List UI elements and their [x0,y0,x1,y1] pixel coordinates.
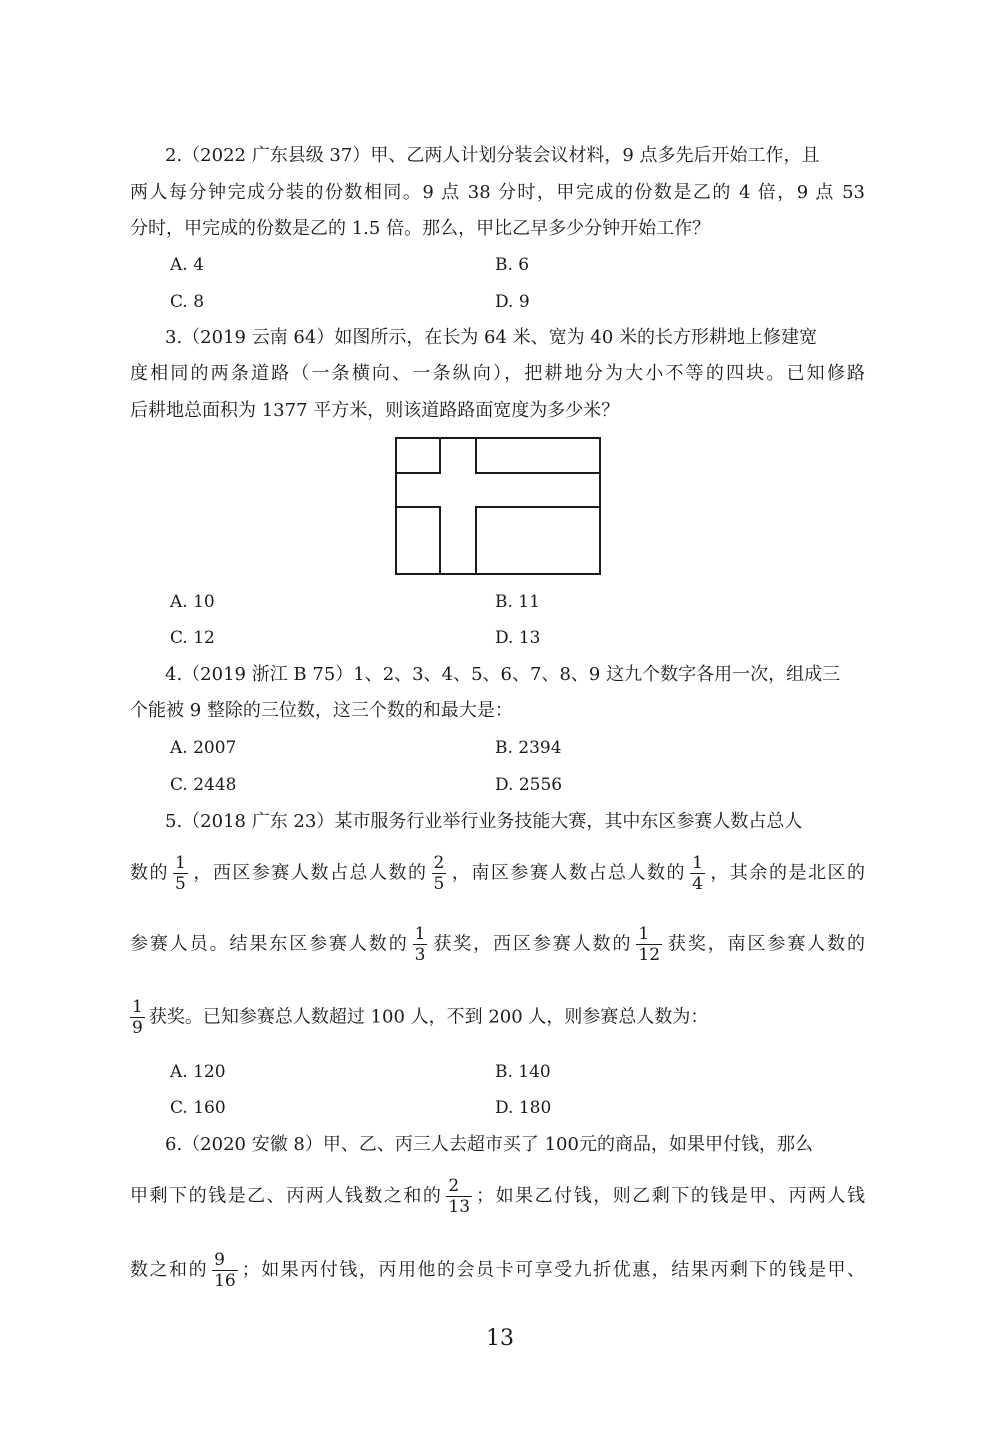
q5-line-3 [130,924,865,965]
q5-line-1: 5.（2018 广东 23）某市服务行业举行业务技能大赛，其中东区参赛人数占总人 [165,811,803,832]
q2-option-c: C. 8 [170,292,205,312]
text: ，南区参赛人数占总人数的 [450,862,687,884]
fraction [446,1176,472,1217]
denominator: 5 [433,874,445,894]
fraction [690,853,705,894]
q4-line-2: 个能被 9 整除的三位数，这三个数的和最大是： [130,700,513,721]
q2-option-a: A. 4 [170,255,204,275]
text: ，西区参赛人数占总人数的 [191,862,428,884]
q2-option-b: B. 6 [495,255,530,275]
text: 数的 [130,862,170,884]
text: 参赛人员。结果东区参赛人数的 [130,933,409,955]
numerator: 1 [692,853,703,873]
text: 甲剩下的钱是乙、丙两人钱数之和的 [130,1185,443,1207]
q5-line-4 [130,997,865,1038]
q6-line-2 [130,1176,865,1217]
q5-option-a: A. 120 [170,1062,226,1082]
q2-line-3: 分时，甲完成的份数是乙的 1.5 倍。那么，甲比乙早多少分钟开始工作？ [130,218,711,239]
denominator: 4 [692,874,703,894]
denominator: 3 [414,945,426,965]
q3-option-a: A. 10 [170,592,215,612]
denominator: 12 [638,945,661,965]
q5-option-d: D. 180 [495,1098,552,1118]
q6-line-3 [130,1250,865,1291]
numerator: 2 [433,853,445,873]
q4-line-1: 4.（2019 浙江 B 75）1、2、3、4、5、6、7、8、9 这九个数字各用一次，组成三 [165,664,841,685]
fraction [173,853,188,894]
fraction [130,997,145,1038]
fraction [413,924,428,965]
denominator: 5 [175,874,186,894]
q2-line-1: 2.（2022 广东县级 37）甲、乙两人计划分装会议材料，9 点多先后开始工作，且 [165,145,820,166]
text: 获奖。已知参赛总人数超过 100 人，不到 200 人，则参赛总人数为： [148,1006,709,1028]
fraction [636,924,662,965]
numerator: 1 [175,853,186,873]
text: 数之和的 [130,1259,209,1281]
q3-line-2: 度相同的两条道路（一条横向、一条纵向），把耕地分为大小不等的四块。已知修路 [130,363,865,384]
q5-option-c: C. 160 [170,1098,226,1118]
text: ；如果乙付钱，则乙剩下的钱是甲、丙两人钱 [476,1185,866,1207]
text: 获奖，南区参赛人数的 [666,933,866,955]
denominator: 9 [132,1018,143,1038]
text: ；如果丙付钱，丙用他的会员卡可享受九折优惠，结果丙剩下的钱是甲、 [241,1259,866,1281]
fraction [212,1250,238,1291]
q2-line-2: 两人每分钟完成分装的份数相同。9 点 38 分时，甲完成的份数是乙的 4 倍，9 点 53 [130,182,865,203]
denominator: 13 [448,1197,471,1217]
q4-option-b: B. 2394 [495,738,562,758]
numerator: 9 [212,1250,238,1271]
numerator: 1 [414,924,426,944]
q6-line-1: 6.（2020 安徽 8）甲、乙、丙三人去超市买了 100元的商品，如果甲付钱，那么 [165,1134,813,1155]
q3-option-b: B. 11 [495,592,540,612]
q4-option-d: D. 2556 [495,775,563,795]
q3-line-3: 后耕地总面积为 1377 平方米，则该道路路面宽度为多少米？ [130,400,620,421]
denominator: 16 [214,1271,236,1291]
fraction [432,853,447,894]
q2-option-d: D. 9 [495,292,530,312]
q4-option-c: C. 2448 [170,775,237,795]
numerator: 2 [446,1176,472,1197]
text: ，其余的是北区的 [708,862,866,884]
q4-option-a: A. 2007 [170,738,237,758]
q3-option-c: C. 12 [170,628,215,648]
text: 获奖，西区参赛人数的 [431,933,633,955]
numerator: 1 [636,924,662,945]
q5-option-b: B. 140 [495,1062,551,1082]
q3-line-1: 3.（2019 云南 64）如图所示，在长为 64 米、宽为 40 米的长方形耕地上修建宽 [165,327,818,348]
q3-option-d: D. 13 [495,628,541,648]
field-road-diagram [395,437,601,575]
numerator: 1 [132,997,143,1017]
q5-line-2 [130,853,865,894]
page-number: 13 [486,1326,514,1351]
